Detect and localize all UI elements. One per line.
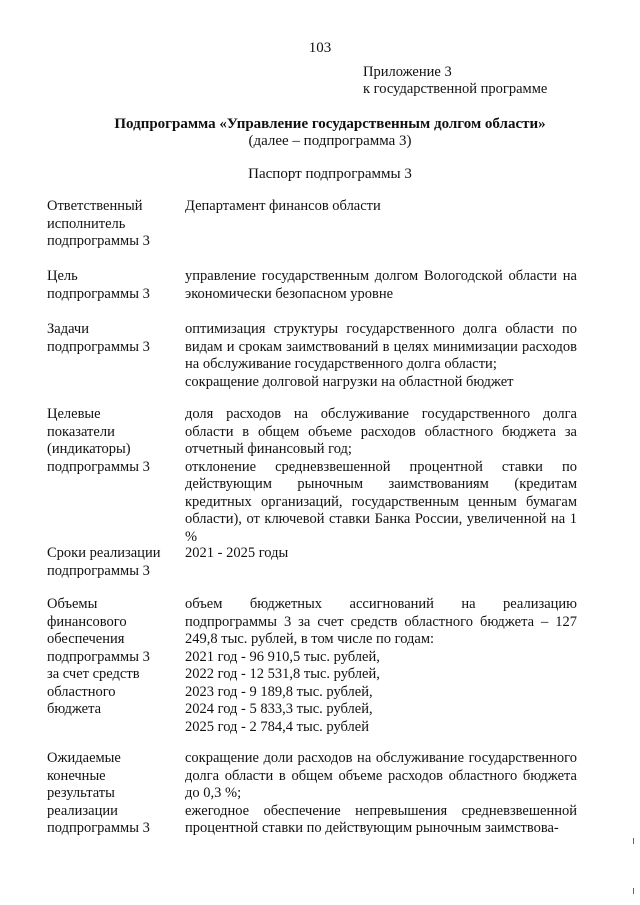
document-subtitle: (далее – подпрограмма 3) xyxy=(248,133,412,149)
row-label-results xyxy=(47,750,177,838)
label-line: подпрограммы 3 xyxy=(47,648,150,665)
row-label-responsible xyxy=(47,198,177,251)
page-number: 103 xyxy=(308,40,332,56)
funding-year-2025: 2025 год - 2 784,4 тыс. рублей xyxy=(185,718,369,735)
value-paragraph: сокращение доли расходов на обслуживание государственного долга области в общем объеме расходов областного бюджета до 0,3 %; xyxy=(185,750,577,801)
row-label-timeline xyxy=(47,545,177,580)
funding-year-2024: 2024 год - 5 833,3 тыс. рублей, xyxy=(185,701,373,717)
label-line: подпрограммы 3 xyxy=(47,285,150,302)
label-line: реализации xyxy=(47,802,118,819)
value-paragraph: сокращение долговой нагрузки на областной бюджет xyxy=(185,373,514,390)
value-paragraph: оптимизация структуры государственного долга области по видам и срокам заимствований в целях минимизации расходов на обслуживание государственного долга области; xyxy=(185,321,577,372)
label-line: подпрограммы 3 xyxy=(47,458,150,475)
label-line: результаты xyxy=(47,785,115,801)
row-value-goal xyxy=(185,268,577,303)
row-value-funding xyxy=(185,596,577,736)
label-line: показатели xyxy=(47,423,115,440)
label-line: за счет средств xyxy=(47,666,140,682)
funding-year-2021: 2021 год - 96 910,5 тыс. рублей, xyxy=(185,648,380,665)
value-paragraph: доля расходов на обслуживание государственного долга области в общем объеме расходов областного бюджета за отчетный финансовый год; xyxy=(185,406,577,457)
value-paragraph: управление государственным долгом Вологодской области на экономически безопасном уровне xyxy=(185,268,577,302)
label-line: Цель xyxy=(47,268,78,284)
value-paragraph: объем бюджетных ассигнований на реализацию подпрограммы 3 за счет средств областного бюджета – 127 249,8 тыс. рублей, в том числе по годам: xyxy=(185,596,577,647)
row-label-goal xyxy=(47,268,177,303)
label-line: Задачи xyxy=(47,321,89,337)
label-line: Сроки реализации xyxy=(47,545,161,561)
label-line: исполнитель xyxy=(47,215,126,232)
value-paragraph: Департамент финансов области xyxy=(185,198,381,214)
row-value-tasks xyxy=(185,321,577,391)
value-paragraph: отклонение средневзвешенной процентной ставки по действующим рыночным заимствованиям (кредитам кредитных организаций, государственным ценным бумагам области), от ключевой ставки Банка России, увеличенной на 1 % xyxy=(185,458,577,545)
label-line: Ответственный xyxy=(47,198,143,214)
appendix-note xyxy=(363,64,547,98)
funding-year-2022: 2022 год - 12 531,8 тыс. рублей, xyxy=(185,666,380,682)
label-line: бюджета xyxy=(47,701,102,717)
label-line: Ожидаемые xyxy=(47,750,121,766)
row-label-indicators xyxy=(47,406,177,476)
label-line: подпрограммы 3 xyxy=(47,820,150,836)
row-label-funding xyxy=(47,596,177,719)
label-line: Объемы xyxy=(47,596,98,612)
label-line: обеспечения xyxy=(47,631,125,647)
funding-year-2023: 2023 год - 9 189,8 тыс. рублей, xyxy=(185,683,373,700)
appendix-line-1: Приложение 3 xyxy=(363,64,452,80)
value-paragraph: ежегодное обеспечение непревышения средневзвешенной процентной ставки по действующим рыночным заимствова- xyxy=(185,802,577,836)
passport-heading: Паспорт подпрограммы 3 xyxy=(248,166,412,182)
row-label-tasks xyxy=(47,321,177,356)
row-value-results xyxy=(185,750,577,838)
value-paragraph: 2021 - 2025 годы xyxy=(185,545,289,561)
label-line: финансового xyxy=(47,613,127,630)
scan-edge-mark xyxy=(633,888,634,894)
scan-edge-mark xyxy=(633,838,634,844)
label-line: подпрограммы 3 xyxy=(47,562,150,579)
label-line: Целевые xyxy=(47,406,101,422)
label-line: подпрограммы 3 xyxy=(47,338,150,355)
label-line: подпрограммы 3 xyxy=(47,233,150,249)
row-value-indicators xyxy=(185,406,577,546)
label-line: (индикаторы) xyxy=(47,441,131,457)
row-value-responsible xyxy=(185,198,577,216)
label-line: конечные xyxy=(47,767,106,784)
document-title: Подпрограмма «Управление государственным долгом области» xyxy=(114,116,546,132)
label-line: областного xyxy=(47,683,116,700)
row-value-timeline xyxy=(185,545,577,563)
appendix-line-2: к государственной программе xyxy=(363,81,548,97)
